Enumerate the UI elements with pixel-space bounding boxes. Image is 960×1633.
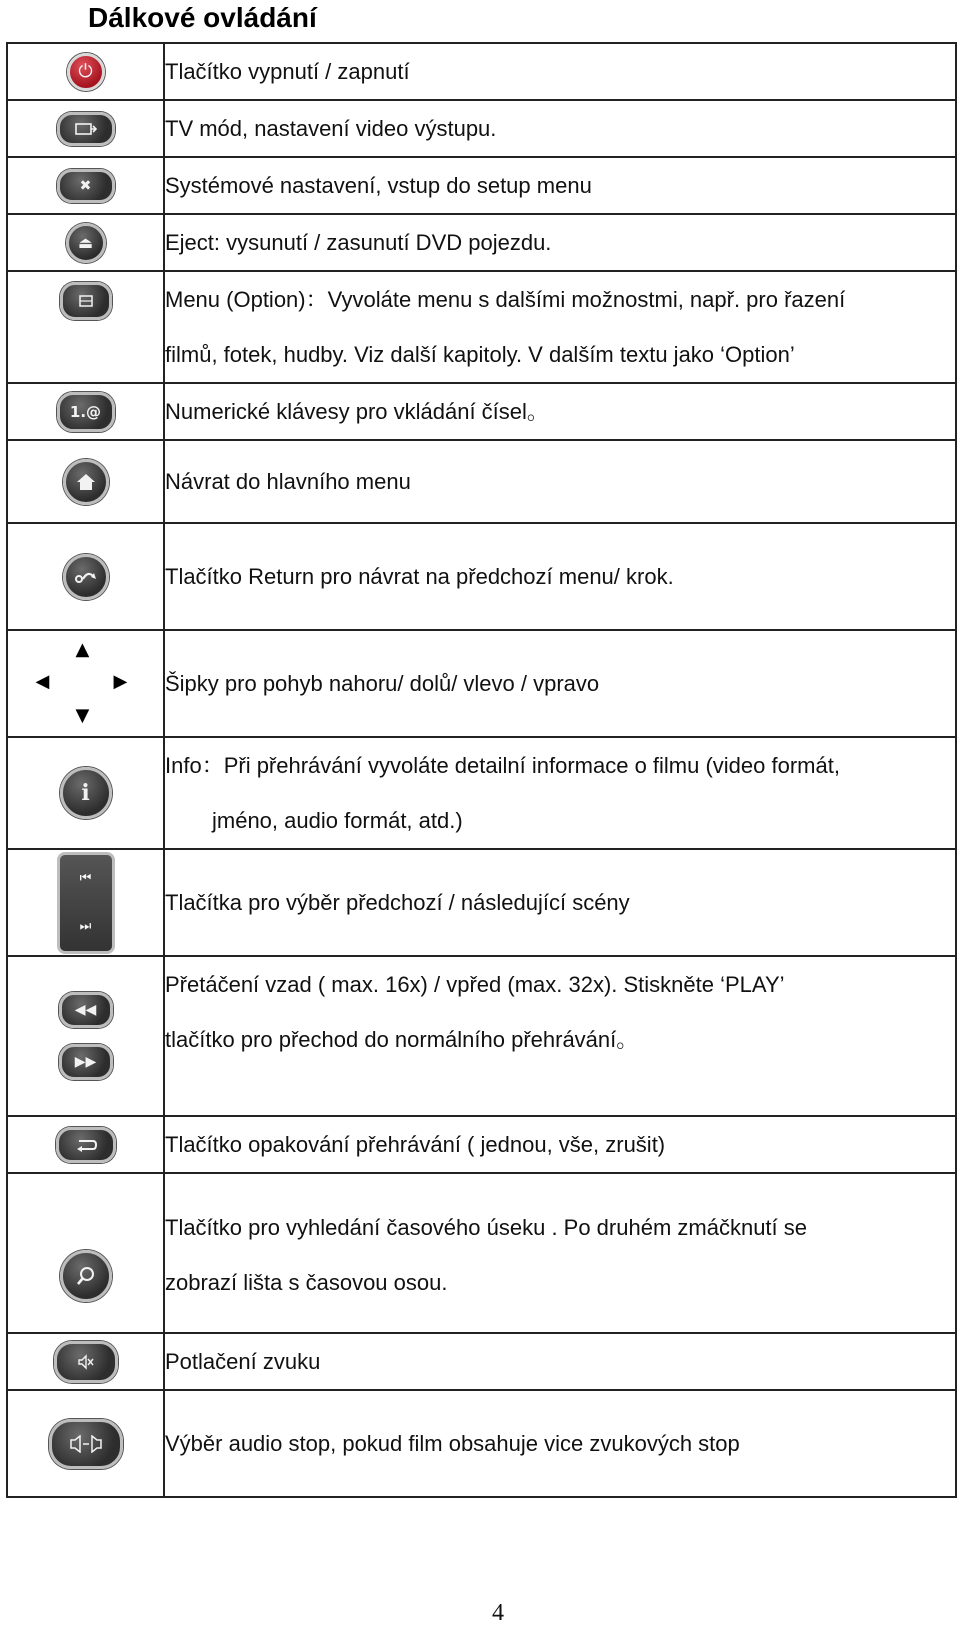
row-description: Info：Při přehrávání vyvoláte detailní informace o filmu (video formát,	[165, 753, 840, 778]
row-description: Tlačítko vypnutí / zapnutí	[165, 59, 410, 84]
row-description: Výběr audio stop, pokud film obsahuje vice zvukových stop	[165, 1431, 740, 1456]
eject-icon: ⏏	[66, 223, 106, 263]
arrow-up-icon: ▲	[75, 638, 90, 660]
row-description: jméno, audio formát, atd.)	[212, 808, 463, 833]
row-description: Návrat do hlavního menu	[165, 469, 411, 494]
arrow-left-icon: ◀	[35, 670, 50, 692]
mute-icon	[54, 1341, 118, 1383]
return-icon	[63, 554, 109, 600]
table-row	[7, 1390, 956, 1497]
prev-next-icon	[57, 852, 115, 954]
search-time-icon	[60, 1250, 112, 1302]
info-icon: i	[60, 767, 112, 819]
row-description: zobrazí lišta s časovou osou.	[165, 1270, 448, 1295]
table-row	[7, 523, 956, 630]
table-row	[7, 43, 956, 100]
table-row	[7, 1333, 956, 1390]
home-icon	[63, 459, 109, 505]
fast-forward-icon: ▶▶	[59, 1044, 113, 1080]
table-row	[7, 440, 956, 523]
row-description: Tlačítko opakování přehrávání ( jednou, vše, zrušit)	[165, 1132, 666, 1157]
rewind-icon: ◀◀	[59, 992, 113, 1028]
row-description: Potlačení zvuku	[165, 1349, 321, 1374]
repeat-icon	[56, 1127, 116, 1163]
table-row	[7, 849, 956, 956]
arrow-keys-icon	[36, 639, 136, 729]
setup-tools-icon: ✖	[57, 169, 115, 203]
next-icon: ⏭	[79, 919, 92, 934]
row-description: Přetáčení vzad ( max. 16x) / vpřed (max. 32x). Stiskněte ‘PLAY’	[165, 972, 785, 997]
table-row	[7, 271, 956, 383]
option-menu-icon	[60, 282, 112, 320]
row-description: Eject: vysunutí / zasunutí DVD pojezdu.	[165, 230, 552, 255]
table-row	[7, 383, 956, 440]
table-row	[7, 1173, 956, 1333]
row-description: Systémové nastavení, vstup do setup menu	[165, 173, 592, 198]
previous-icon: ⏮	[79, 871, 92, 886]
row-description: TV mód, nastavení video výstupu.	[165, 116, 497, 141]
table-row	[7, 1116, 956, 1173]
arrow-right-icon: ▶	[113, 670, 128, 692]
page-title: Dálkové ovládání	[88, 2, 317, 33]
table-row	[7, 737, 956, 849]
row-description: Numerické klávesy pro vkládání čísel。	[165, 399, 549, 424]
numeric-keys-icon: 1.@	[57, 392, 115, 432]
power-icon: ⏻	[67, 53, 105, 91]
row-description: tlačítko pro přechod do normálního přehrávání。	[165, 1027, 639, 1052]
rewind-forward-icon	[8, 992, 163, 1080]
row-description: filmů, fotek, hudby. Viz další kapitoly. V dalším textu jako ‘Option’	[165, 342, 795, 367]
table-row	[7, 214, 956, 271]
table-row	[7, 630, 956, 737]
row-description: Tlačítko pro vyhledání časového úseku . Po druhém zmáčknutí se	[165, 1215, 807, 1240]
row-description: Šipky pro pohyb nahoru/ dolů/ vlevo / vpravo	[165, 671, 600, 696]
table-row	[7, 956, 956, 1116]
audio-track-icon	[49, 1419, 123, 1469]
row-description: Tlačítka pro výběr předchozí / následující scény	[165, 890, 630, 915]
table-row	[7, 157, 956, 214]
page-number: 4	[492, 1600, 504, 1626]
row-description: Menu (Option)：Vyvoláte menu s dalšími možnostmi, např. pro řazení	[165, 287, 846, 312]
row-description: Tlačítko Return pro návrat na předchozí menu/ krok.	[165, 564, 674, 589]
table-row	[7, 100, 956, 157]
arrow-down-icon: ▼	[75, 704, 90, 726]
remote-control-table	[6, 42, 957, 1498]
tv-mode-icon	[57, 112, 115, 146]
